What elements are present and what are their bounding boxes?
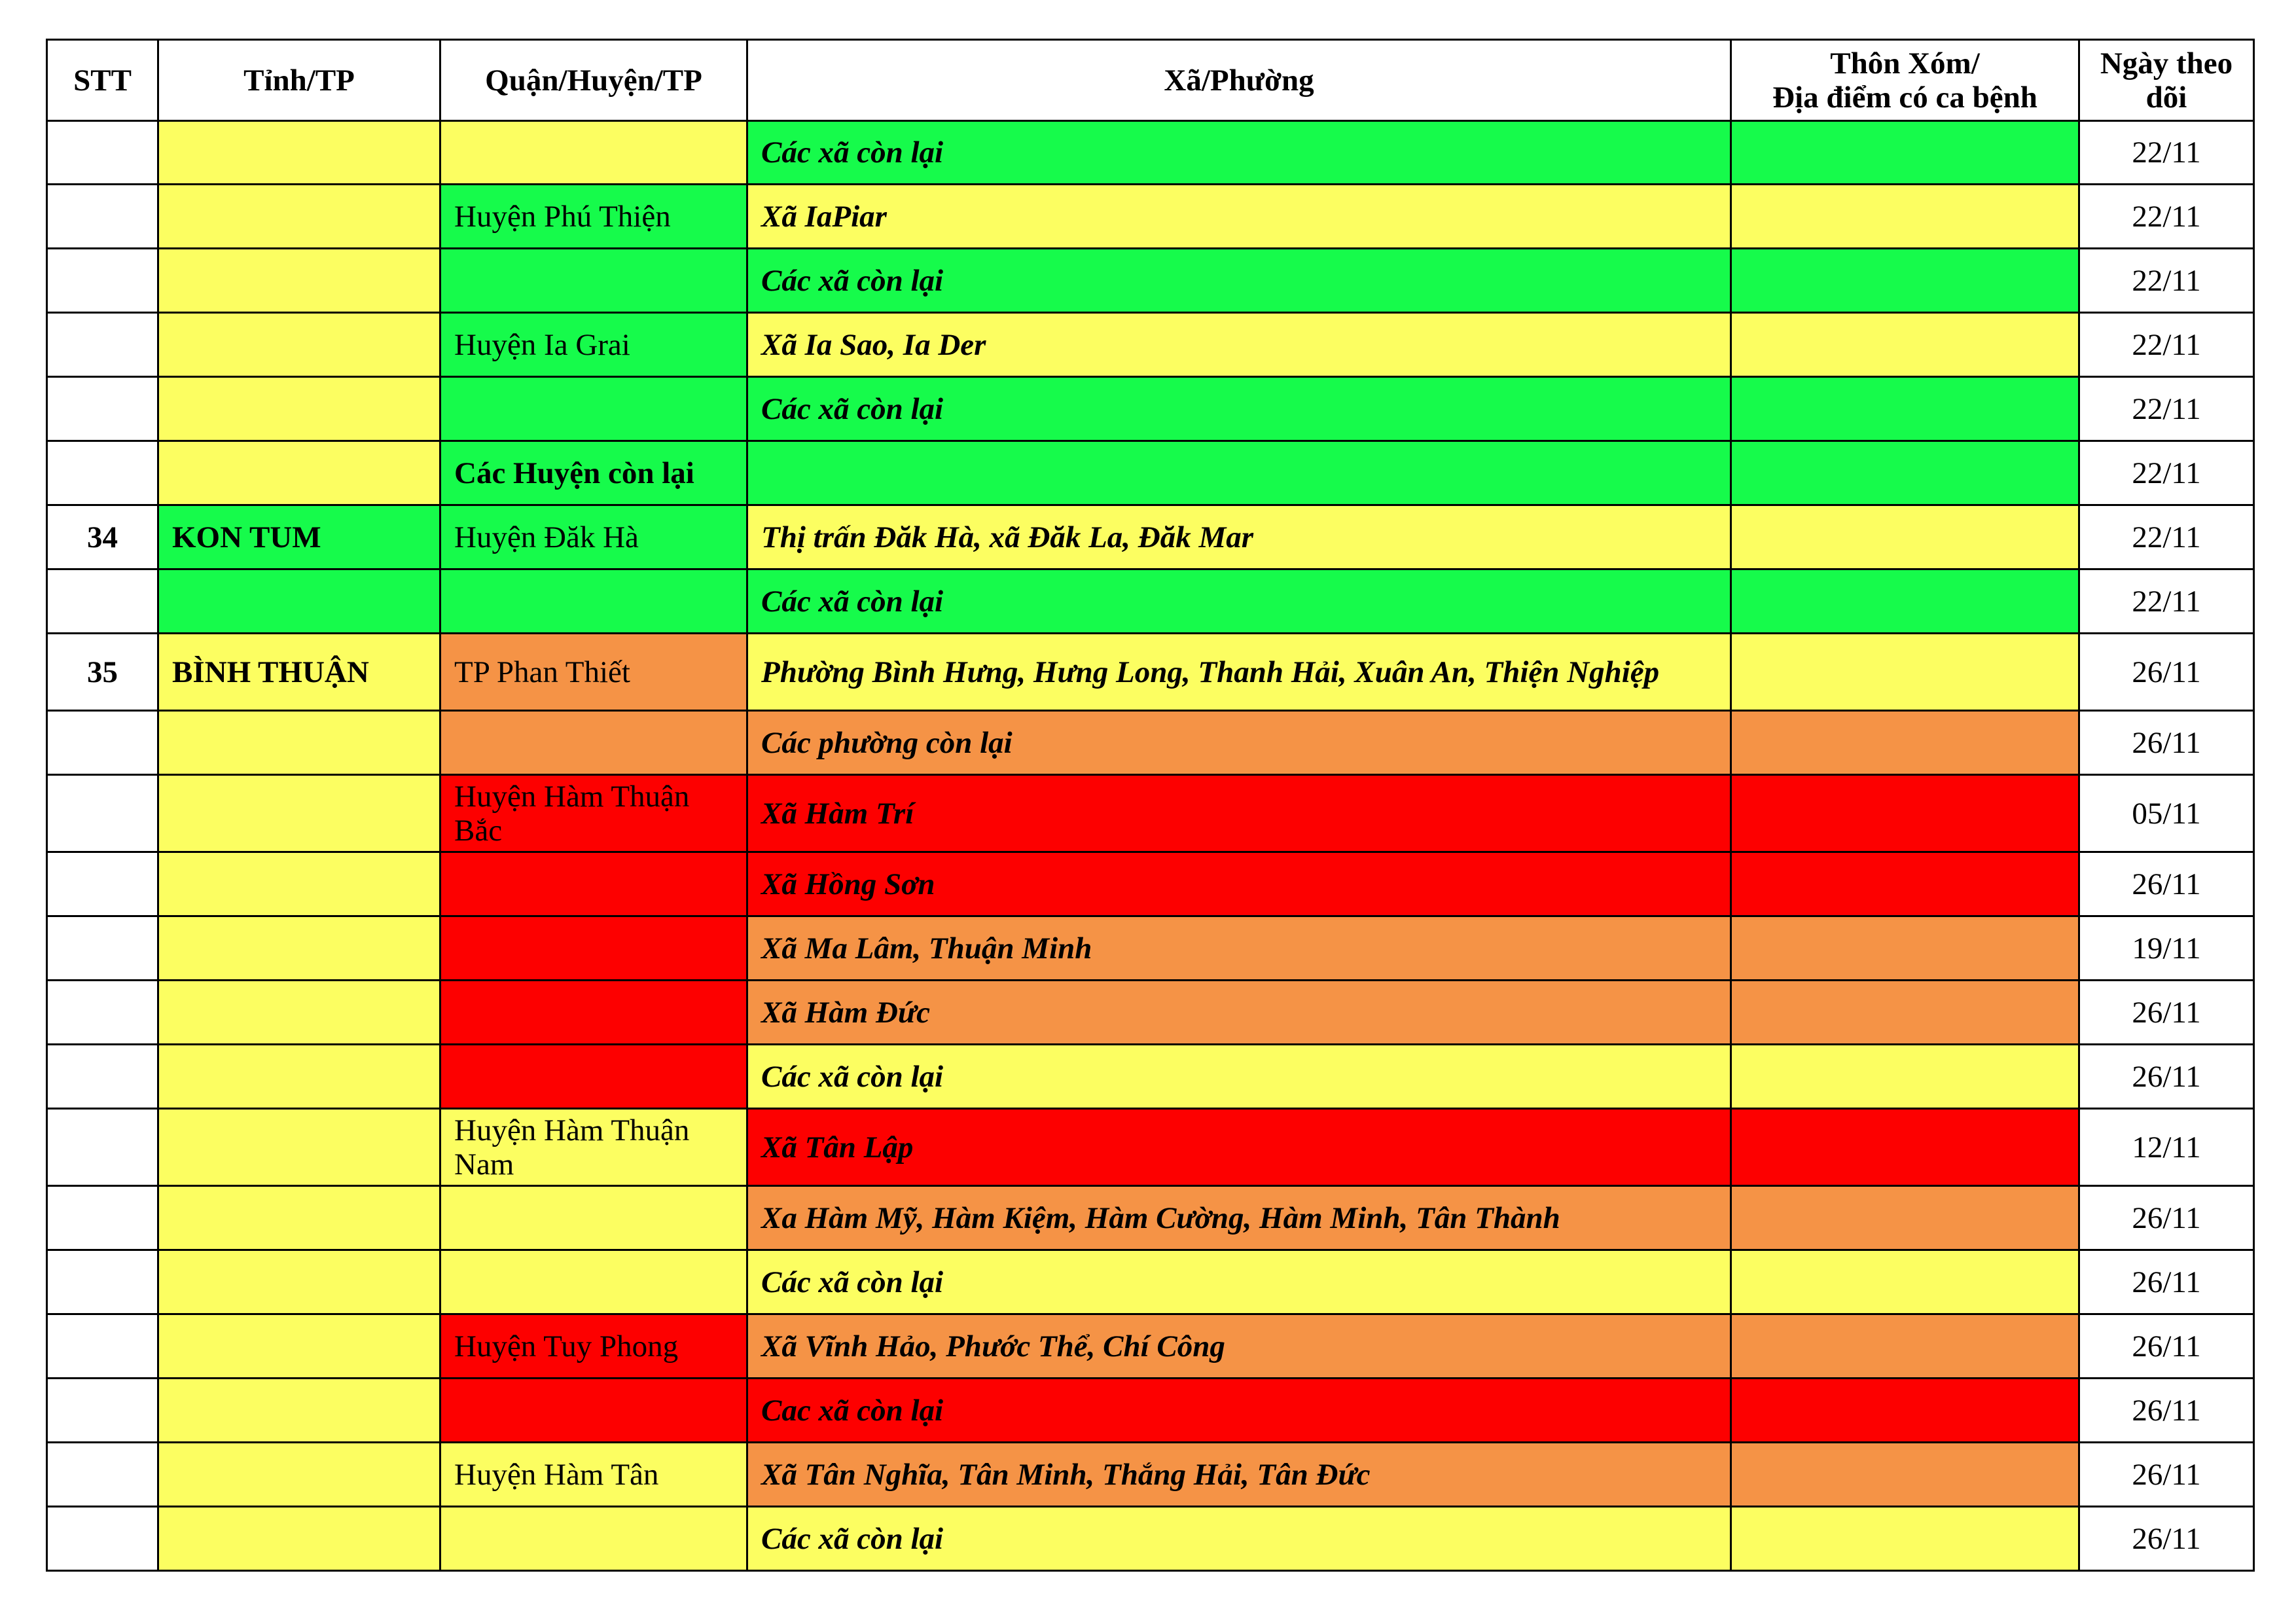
header-row <box>47 40 2254 121</box>
hamlet-cell <box>1731 1443 2079 1507</box>
stt-cell <box>47 775 158 852</box>
hamlet-cell <box>1731 1186 2079 1250</box>
province-cell <box>158 1045 440 1109</box>
district-cell: Huyện Hàm Thuận Nam <box>440 1109 747 1186</box>
district-cell <box>440 569 747 634</box>
hamlet-cell <box>1731 185 2079 249</box>
header-stt: STT <box>47 40 158 121</box>
table-row <box>47 1443 2254 1507</box>
province-cell <box>158 249 440 313</box>
district-cell: Huyện Phú Thiện <box>440 185 747 249</box>
commune-cell: Cac xã còn lại <box>747 1379 1731 1443</box>
commune-cell: Xã Ma Lâm, Thuận Minh <box>747 916 1731 981</box>
hamlet-cell <box>1731 313 2079 377</box>
date-cell: 26/11 <box>2079 852 2254 916</box>
date-cell: 22/11 <box>2079 185 2254 249</box>
commune-cell: Xã Tân Nghĩa, Tân Minh, Thắng Hải, Tân Đức <box>747 1443 1731 1507</box>
province-cell <box>158 1314 440 1379</box>
district-cell: TP Phan Thiết <box>440 634 747 711</box>
stt-cell <box>47 711 158 775</box>
province-cell <box>158 711 440 775</box>
stt-cell <box>47 185 158 249</box>
date-cell: 26/11 <box>2079 981 2254 1045</box>
province-cell <box>158 1250 440 1314</box>
stt-cell <box>47 313 158 377</box>
province-cell <box>158 121 440 185</box>
date-cell: 26/11 <box>2079 1045 2254 1109</box>
header-hamlet-line1: Thôn Xóm/ <box>1830 46 1980 81</box>
hamlet-cell <box>1731 1379 2079 1443</box>
table-row <box>47 569 2254 634</box>
commune-cell: Xa Hàm Mỹ, Hàm Kiệm, Hàm Cường, Hàm Minh, Tân Thành <box>747 1186 1731 1250</box>
table-row <box>47 1109 2254 1186</box>
header-province: Tỉnh/TP <box>158 40 440 121</box>
province-cell <box>158 313 440 377</box>
table-row <box>47 185 2254 249</box>
commune-cell: Phường Bình Hưng, Hưng Long, Thanh Hải, Xuân An, Thiện Nghiệp <box>747 634 1731 711</box>
district-cell: Huyện Đăk Hà <box>440 505 747 569</box>
stt-cell <box>47 1443 158 1507</box>
stt-cell <box>47 1109 158 1186</box>
table-row <box>47 1250 2254 1314</box>
district-cell: Huyện Hàm Thuận Bắc <box>440 775 747 852</box>
district-cell <box>440 1507 747 1571</box>
header-date-line1: Ngày theo <box>2100 46 2233 81</box>
hamlet-cell <box>1731 569 2079 634</box>
header-date-line2: dõi <box>2145 80 2187 115</box>
stt-cell <box>47 1379 158 1443</box>
district-cell: Các Huyện còn lại <box>440 441 747 505</box>
date-cell: 22/11 <box>2079 505 2254 569</box>
table-row <box>47 1314 2254 1379</box>
stt-cell <box>47 1250 158 1314</box>
header-district: Quận/Huyện/TP <box>440 40 747 121</box>
district-cell <box>440 711 747 775</box>
hamlet-cell <box>1731 634 2079 711</box>
hamlet-cell <box>1731 1045 2079 1109</box>
hamlet-cell <box>1731 852 2079 916</box>
province-cell <box>158 775 440 852</box>
district-cell <box>440 121 747 185</box>
table-row <box>47 1045 2254 1109</box>
district-cell <box>440 852 747 916</box>
commune-cell: Xã Vĩnh Hảo, Phước Thể, Chí Công <box>747 1314 1731 1379</box>
date-cell: 22/11 <box>2079 441 2254 505</box>
hamlet-cell <box>1731 377 2079 441</box>
district-cell <box>440 249 747 313</box>
table-row <box>47 775 2254 852</box>
commune-cell: Xã Hồng Sơn <box>747 852 1731 916</box>
commune-cell: Các xã còn lại <box>747 1507 1731 1571</box>
commune-cell <box>747 441 1731 505</box>
province-cell <box>158 1507 440 1571</box>
hamlet-cell <box>1731 1109 2079 1186</box>
stt-cell <box>47 249 158 313</box>
commune-cell: Xã Tân Lập <box>747 1109 1731 1186</box>
date-cell: 22/11 <box>2079 377 2254 441</box>
date-cell: 12/11 <box>2079 1109 2254 1186</box>
province-cell <box>158 852 440 916</box>
header-hamlet-line2: Địa điểm có ca bệnh <box>1772 80 2037 115</box>
commune-cell: Xã Hàm Đức <box>747 981 1731 1045</box>
stt-cell <box>47 981 158 1045</box>
table-row <box>47 852 2254 916</box>
district-cell <box>440 1186 747 1250</box>
table-row <box>47 505 2254 569</box>
hamlet-cell <box>1731 1507 2079 1571</box>
table-row <box>47 313 2254 377</box>
commune-cell: Các xã còn lại <box>747 377 1731 441</box>
table-row <box>47 377 2254 441</box>
table-row <box>47 711 2254 775</box>
table-row <box>47 981 2254 1045</box>
date-cell: 26/11 <box>2079 1443 2254 1507</box>
hamlet-cell <box>1731 121 2079 185</box>
header-hamlet <box>1731 40 2079 121</box>
date-cell: 22/11 <box>2079 249 2254 313</box>
table-row <box>47 121 2254 185</box>
table-row <box>47 634 2254 711</box>
covid-risk-table <box>46 39 2255 1572</box>
stt-cell <box>47 121 158 185</box>
table-row <box>47 916 2254 981</box>
hamlet-cell <box>1731 1250 2079 1314</box>
province-cell <box>158 377 440 441</box>
district-cell <box>440 1250 747 1314</box>
hamlet-cell <box>1731 711 2079 775</box>
province-cell <box>158 441 440 505</box>
table-row <box>47 1379 2254 1443</box>
hamlet-cell <box>1731 916 2079 981</box>
date-cell: 26/11 <box>2079 1314 2254 1379</box>
stt-cell: 34 <box>47 505 158 569</box>
date-cell: 22/11 <box>2079 121 2254 185</box>
stt-cell <box>47 569 158 634</box>
date-cell: 26/11 <box>2079 1250 2254 1314</box>
date-cell: 19/11 <box>2079 916 2254 981</box>
province-cell <box>158 1186 440 1250</box>
stt-cell <box>47 1507 158 1571</box>
stt-cell <box>47 1314 158 1379</box>
province-cell <box>158 185 440 249</box>
province-cell <box>158 1379 440 1443</box>
stt-cell <box>47 852 158 916</box>
stt-cell <box>47 1045 158 1109</box>
commune-cell: Các phường còn lại <box>747 711 1731 775</box>
table-row <box>47 441 2254 505</box>
province-cell <box>158 569 440 634</box>
date-cell: 26/11 <box>2079 1379 2254 1443</box>
commune-cell: Các xã còn lại <box>747 249 1731 313</box>
date-cell: 26/11 <box>2079 1507 2254 1571</box>
stt-cell <box>47 1186 158 1250</box>
date-cell: 05/11 <box>2079 775 2254 852</box>
province-cell <box>158 1443 440 1507</box>
stt-cell <box>47 916 158 981</box>
hamlet-cell <box>1731 775 2079 852</box>
commune-cell: Xã Ia Sao, Ia Der <box>747 313 1731 377</box>
hamlet-cell <box>1731 1314 2079 1379</box>
province-cell <box>158 1109 440 1186</box>
date-cell: 26/11 <box>2079 634 2254 711</box>
hamlet-cell <box>1731 981 2079 1045</box>
hamlet-cell <box>1731 505 2079 569</box>
province-cell: KON TUM <box>158 505 440 569</box>
district-cell <box>440 916 747 981</box>
header-commune: Xã/Phường <box>747 40 1731 121</box>
commune-cell: Các xã còn lại <box>747 1250 1731 1314</box>
commune-cell: Xã IaPiar <box>747 185 1731 249</box>
hamlet-cell <box>1731 249 2079 313</box>
commune-cell: Thị trấn Đăk Hà, xã Đăk La, Đăk Mar <box>747 505 1731 569</box>
province-cell <box>158 981 440 1045</box>
stt-cell <box>47 441 158 505</box>
district-cell <box>440 1379 747 1443</box>
district-cell: Huyện Ia Grai <box>440 313 747 377</box>
table-row <box>47 1507 2254 1571</box>
stt-cell <box>47 377 158 441</box>
commune-cell: Các xã còn lại <box>747 121 1731 185</box>
date-cell: 22/11 <box>2079 569 2254 634</box>
date-cell: 22/11 <box>2079 313 2254 377</box>
table-row <box>47 249 2254 313</box>
hamlet-cell <box>1731 441 2079 505</box>
stt-cell: 35 <box>47 634 158 711</box>
date-cell: 26/11 <box>2079 711 2254 775</box>
district-cell: Huyện Tuy Phong <box>440 1314 747 1379</box>
district-cell <box>440 377 747 441</box>
district-cell <box>440 981 747 1045</box>
header-date <box>2079 40 2254 121</box>
commune-cell: Các xã còn lại <box>747 1045 1731 1109</box>
commune-cell: Xã Hàm Trí <box>747 775 1731 852</box>
province-cell <box>158 916 440 981</box>
date-cell: 26/11 <box>2079 1186 2254 1250</box>
table-row <box>47 1186 2254 1250</box>
district-cell: Huyện Hàm Tân <box>440 1443 747 1507</box>
district-cell <box>440 1045 747 1109</box>
province-cell: BÌNH THUẬN <box>158 634 440 711</box>
commune-cell: Các xã còn lại <box>747 569 1731 634</box>
